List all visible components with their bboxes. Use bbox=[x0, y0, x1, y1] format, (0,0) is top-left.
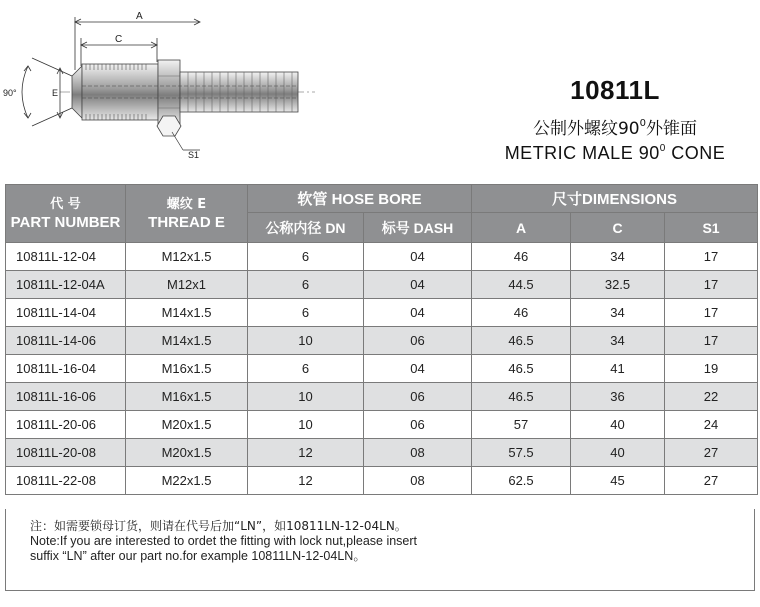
cell-a: 62.5 bbox=[472, 467, 571, 495]
cell-s1: 19 bbox=[665, 355, 758, 383]
cell-c: 34 bbox=[571, 327, 665, 355]
cell-a: 57 bbox=[472, 411, 571, 439]
cell-dash: 04 bbox=[364, 355, 472, 383]
col-part-number: 代 号 PART NUMBER bbox=[6, 185, 126, 243]
cell-c: 36 bbox=[571, 383, 665, 411]
cell-dash: 08 bbox=[364, 467, 472, 495]
col-dn: 公称内径 DN bbox=[248, 213, 364, 243]
cell-a: 46.5 bbox=[472, 355, 571, 383]
col-s1: S1 bbox=[665, 213, 758, 243]
dimension-e-label: E bbox=[52, 88, 59, 98]
cell-a: 44.5 bbox=[472, 271, 571, 299]
col-a: A bbox=[472, 213, 571, 243]
cell-dn: 10 bbox=[248, 383, 364, 411]
col-thread: 螺纹 E THREAD E bbox=[126, 185, 248, 243]
cell-dash: 06 bbox=[364, 383, 472, 411]
dimension-c-label: C bbox=[115, 34, 123, 45]
col-c: C bbox=[571, 213, 665, 243]
cell-dn: 6 bbox=[248, 243, 364, 271]
cell-a: 46.5 bbox=[472, 383, 571, 411]
cell-dash: 06 bbox=[364, 411, 472, 439]
note-cn: 注：如需要锁母订货，则请在代号后加“LN”，如10811LN-12-04LN。 bbox=[30, 519, 407, 533]
col-dimensions: 尺寸DIMENSIONS bbox=[472, 185, 758, 213]
cell-a: 57.5 bbox=[472, 439, 571, 467]
cell-part: 10811L-14-06 bbox=[6, 327, 126, 355]
table-row bbox=[6, 411, 758, 439]
cell-c: 40 bbox=[571, 411, 665, 439]
cell-dn: 12 bbox=[248, 467, 364, 495]
col-dash: 标号 DASH bbox=[364, 213, 472, 243]
cell-c: 32.5 bbox=[571, 271, 665, 299]
cell-dash: 04 bbox=[364, 243, 472, 271]
cell-dn: 10 bbox=[248, 327, 364, 355]
cell-a: 46.5 bbox=[472, 327, 571, 355]
cell-thread: M16x1.5 bbox=[126, 383, 248, 411]
cell-c: 34 bbox=[571, 243, 665, 271]
cell-dn: 12 bbox=[248, 439, 364, 467]
cell-thread: M20x1.5 bbox=[126, 411, 248, 439]
dimension-a bbox=[75, 17, 200, 70]
cell-s1: 27 bbox=[665, 467, 758, 495]
cell-thread: M20x1.5 bbox=[126, 439, 248, 467]
product-heading bbox=[470, 75, 760, 164]
note-en-line2: suffix “LN” after our part no.for example 10811LN-12-04LN。 bbox=[30, 549, 366, 563]
table-row bbox=[6, 243, 758, 271]
table-row bbox=[6, 271, 758, 299]
cell-thread: M16x1.5 bbox=[126, 355, 248, 383]
cell-part: 10811L-14-04 bbox=[6, 299, 126, 327]
dimension-a-label: A bbox=[136, 11, 143, 22]
cell-part: 10811L-20-06 bbox=[6, 411, 126, 439]
cell-s1: 17 bbox=[665, 271, 758, 299]
cell-thread: M12x1.5 bbox=[126, 243, 248, 271]
cell-part: 10811L-16-06 bbox=[6, 383, 126, 411]
fitting-drawing bbox=[0, 0, 330, 175]
spec-table bbox=[5, 184, 758, 495]
product-code: 10811L bbox=[570, 75, 660, 105]
table-row bbox=[6, 439, 758, 467]
cell-part: 10811L-12-04A bbox=[6, 271, 126, 299]
s1-label: S1 bbox=[188, 150, 200, 160]
cell-thread: M14x1.5 bbox=[126, 299, 248, 327]
cell-part: 10811L-20-08 bbox=[6, 439, 126, 467]
cell-dn: 6 bbox=[248, 271, 364, 299]
cell-thread: M12x1 bbox=[126, 271, 248, 299]
cell-part: 10811L-22-08 bbox=[6, 467, 126, 495]
note-en-line1: Note:If you are interested to ordet the fitting with lock nut,please insert bbox=[30, 534, 418, 548]
order-note bbox=[5, 509, 755, 591]
cell-s1: 27 bbox=[665, 439, 758, 467]
cell-c: 45 bbox=[571, 467, 665, 495]
cell-dn: 6 bbox=[248, 355, 364, 383]
cell-thread: M14x1.5 bbox=[126, 327, 248, 355]
cell-c: 40 bbox=[571, 439, 665, 467]
cell-s1: 22 bbox=[665, 383, 758, 411]
cell-s1: 17 bbox=[665, 243, 758, 271]
cell-s1: 17 bbox=[665, 327, 758, 355]
table-row bbox=[6, 355, 758, 383]
fitting-body bbox=[72, 60, 298, 124]
cell-s1: 24 bbox=[665, 411, 758, 439]
cell-dash: 04 bbox=[364, 271, 472, 299]
cone-angle-label: 90° bbox=[3, 88, 17, 98]
product-title-cn: 公制外螺纹$90^0$外锥面 bbox=[532, 118, 697, 139]
table-row bbox=[6, 327, 758, 355]
cell-a: 46 bbox=[472, 299, 571, 327]
cell-dash: 08 bbox=[364, 439, 472, 467]
table-row bbox=[6, 299, 758, 327]
cell-part: 10811L-16-04 bbox=[6, 355, 126, 383]
cell-dn: 6 bbox=[248, 299, 364, 327]
cell-c: 41 bbox=[571, 355, 665, 383]
cell-thread: M22x1.5 bbox=[126, 467, 248, 495]
cell-s1: 17 bbox=[665, 299, 758, 327]
product-title-en: METRIC MALE $90^0$ CONE bbox=[504, 143, 726, 163]
cell-dn: 10 bbox=[248, 411, 364, 439]
cell-part: 10811L-12-04 bbox=[6, 243, 126, 271]
cell-dash: 04 bbox=[364, 299, 472, 327]
cell-a: 46 bbox=[472, 243, 571, 271]
table-row bbox=[6, 467, 758, 495]
cell-c: 34 bbox=[571, 299, 665, 327]
col-hose-bore: 软管 HOSE BORE bbox=[248, 185, 472, 213]
cell-dash: 06 bbox=[364, 327, 472, 355]
table-row bbox=[6, 383, 758, 411]
